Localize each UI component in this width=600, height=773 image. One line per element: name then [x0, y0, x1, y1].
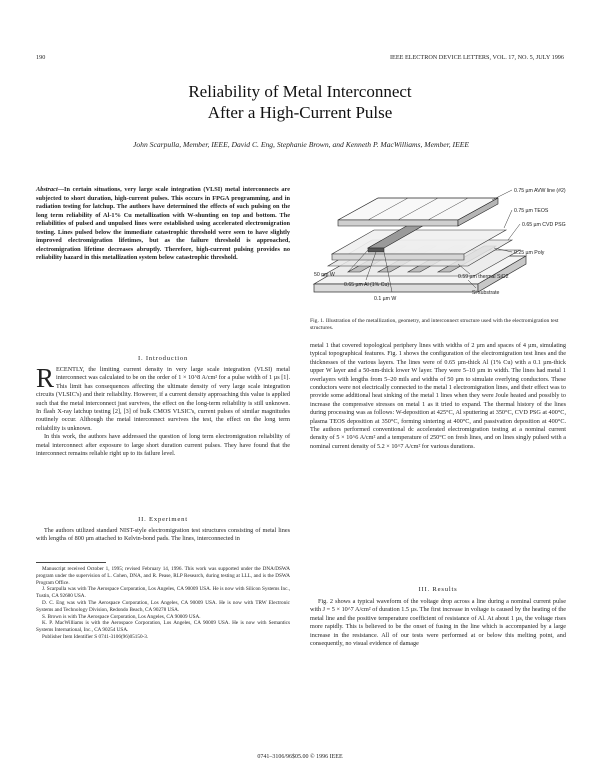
experiment-heading: II. Experiment [138, 516, 188, 523]
footnote: Manuscript received October 1, 1995; revised February 14, 1996. This work was supported under the DNA/DSWA program under the supervision of L. Cohen, DNA, and R. Pease, RLP Research, during testing at LLL, and is the DSWA Program Office. [36, 566, 290, 586]
footnote: J. Scarpulla was with The Aerospace Corporation, Los Angeles, CA 90009 USA. He is now with Silicon Systems Inc., Tustin, CA 92680 USA. [36, 586, 290, 600]
label-tiw: 0.1 µm W [374, 296, 397, 302]
label-thermal-oxide: 0.59 µm thermal SiO2 [458, 274, 509, 280]
right-column [310, 342, 566, 451]
label-substrate: Si substrate [472, 290, 500, 296]
title-line-1: Reliability of Metal Interconnect [188, 82, 412, 101]
title-line-2: After a High-Current Pulse [207, 103, 393, 122]
introduction-paragraph-1: RECENTLY, the limiting current density in very large scale integration (VLSI) metal interconnect was calculated to be on the order of 1 × 10^8 A/cm² for a pulse width of 1 µs [1]. This limit has consequences affecting the ultimate density of very large scale integration circuits (VLSIC's) and their reliability. However, if a current density approaching this value is applied such that the metal interconnect just survives, the effect on the long-term reliability is still unknown. In flash X-ray latchup testing [2], [3] of bulk CMOS VLSIC's, current pulses of similar magnitudes routinely occur. Although the metal interconnect survives the test, the effect on the long term reliability is unknown. [36, 363, 290, 432]
page-number: 190 [36, 54, 46, 61]
introduction-body [36, 363, 290, 458]
footnote-rule [36, 562, 106, 563]
copyright-footer: 0741–3106/96$05.00 © 1996 IEEE [257, 754, 343, 760]
label-cvd-psg: 0.65 µm CVD PSG [522, 222, 566, 228]
paper-title [0, 81, 600, 123]
footnote: Publisher Item Identifier S 0741-3106(96)05150-3. [42, 633, 149, 640]
footnotes [36, 566, 290, 641]
footnote: S. Brown is with The Aerospace Corporation, Los Angeles, CA 90009 USA. [42, 613, 201, 620]
dropcap: R [36, 363, 55, 393]
figure-1-diagram [308, 180, 566, 310]
experiment-body [36, 527, 290, 544]
abstract-text: In certain situations, very large scale integration (VLSI) metal interconnects are subjected to short duration, high-current pulses. This occurs in FPGA programming, and in radiation testing for latchup. The authors have determined the effects of such pulsing on the long term reliability of Al-1% Cu metallization with W-shunting on top and bottom. The reliabilities of pulsed and unpulsed lines were established using accelerated electromigration testing. Lines pulsed below the immediate catastrophic threshold were seen to have slightly improved electromigration lifetimes, but as the failure threshold is approached, electromigration lifetime decreases abruptly. Therefore, high-current pulsing provides no reliability hazard in this metallization system below catastrophic threshold. [36, 186, 290, 261]
figure-1-caption: Fig. 1. Illustration of the metallization, geometry, and interconnect structure used with the electromigration test structures. [310, 318, 559, 331]
results-paragraph-1: Fig. 2 shows a typical waveform of the voltage drop across a line during a nominal current pulse with J = 5 × 10^7 A/cm² of duration 1.5 µs. The first increase in voltage is caused by the heating of the metal line and the positive temperature coefficient of resistance of Al. At about 1 µs, the voltage rises more rapidly. This is believed to be the onset of fusing in the line which is accompanied by a large increase in the resistance. All of our tests were performed at or below this melting point, and consequently, no visual evidence of damage [310, 598, 566, 648]
introduction-paragraph-2: In this work, the authors have addressed the question of long term electromigration reliability of metal interconnect after exposure to large short duration current pulses. They have found that the interconnect remains reliable right up to its failure level. [36, 433, 290, 458]
label-poly: 0.25 µm Poly [514, 250, 545, 256]
authors: John Scarpulla, Member, IEEE, David C. Eng, Stephanie Brown, and Kenneth P. MacWilliams, Member, IEEE [133, 140, 469, 149]
experiment-paragraph-2: metal 1 that covered topological periphery lines with widths of 2 µm and spaces of 4 µm, simulating typical topographical features. Fig. 1 shows the configuration of the electromigration test lines and the thicknesses of the various layers. The lines were of 0.65 µm-thick Al (1% Cu) with a 0.1 µm-thick upper W layer and a 50-nm-thick lower W layer. They were 5–10 µm in width. The lines had metal 1 overlayers with lengths from 5–20 mils and widths of 50 µm to simulate overlying conductors. These conductors were not electrically connected to the metal 1 electromigration lines, and their effect was to provide some additional heat sinking of the metal 1 lines when they were Joule heated and possibly to increase the compressive stresses on metal 1 as it tried to expand. The thermal history of the lines during processing was as follows: W-deposition at 425°C, Al sputtering at 350°C, CVD PSG at 400°C, plasma TEOS deposition at 350°C, forming sintering at 400°C, and passivation deposition at 400°C. The authors performed conventional dc accelerated electromigration testing at a nominal current density of 5 × 10^6 A/cm² and a temperature of 250°C on fresh lines, and on lines singly pulsed with a nominal current density of 5.2 × 10^7 A/cm² for various durations. [310, 342, 566, 450]
label-alcu: 0.65 µm Al (1% Cu) [344, 282, 390, 288]
abstract [36, 186, 290, 263]
label-w: 50 nm W [314, 272, 335, 278]
experiment-paragraph-1: The authors utilized standard NIST-style electromigration test structures consisting of metal lines with lengths of 800 µm attached to Kelvin-bond pads. The lines, interconnected in [36, 527, 290, 543]
footnote: K. P. MacWilliams is with the Aerospace Corporation, Los Angeles, CA 90009 USA. He is now with Semantics Systems International, Inc., CA 90254 USA. [36, 620, 290, 634]
introduction-heading: I. Introduction [137, 355, 189, 362]
results-heading: III. Results [418, 586, 458, 593]
label-teos: 0.75 µm TEOS [514, 208, 549, 214]
results-body [310, 598, 566, 648]
abstract-label: Abstract— [36, 186, 64, 193]
journal-header: IEEE ELECTRON DEVICE LETTERS, VOL. 17, NO. 5, JULY 1996 [390, 54, 564, 61]
footnote: D. C. Eng was with The Aerospace Corporation, Los Angeles, CA 90009 USA. He is now with TRW Electronic Systems and Technology Division, Redondo Beach, CA 90278 USA. [36, 599, 290, 613]
label-avw-line: 0.75 µm AVW line (#2) [514, 188, 566, 194]
